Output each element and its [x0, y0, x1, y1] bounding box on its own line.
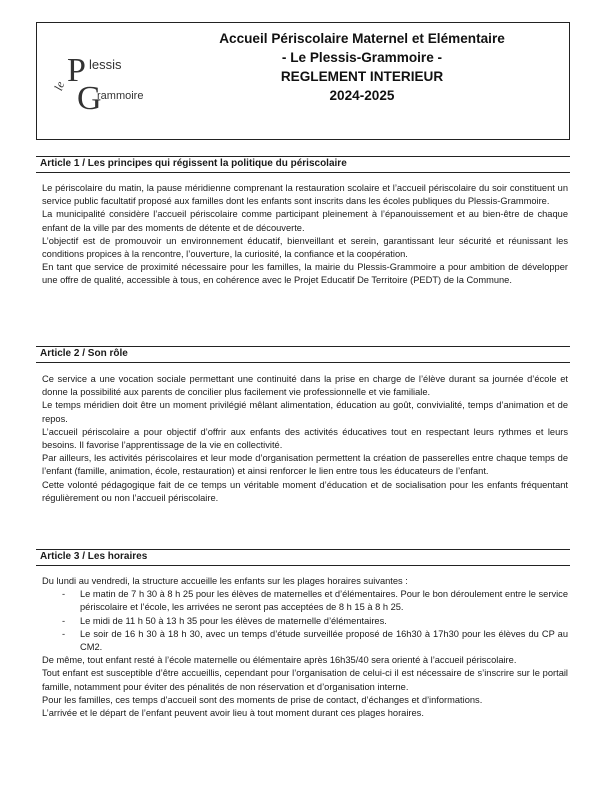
logo-text-bottom: rammoire: [97, 90, 144, 102]
article-1-body: [42, 182, 568, 288]
article-3-paragraph: Tout enfant est susceptible d’être accueillis, cependant pour l’organisation de celui-ci il est nécessaire de s’inscrire sur le portail famille, notamment pour éviter des pénalités de non réservation et d’organisation interne.: [42, 668, 568, 692]
article-2-paragraph: Par ailleurs, les activités périscolaires et leur mode d’organisation permettent la création de passerelles entre chaque temps de l’enfant (famille, animation, école, restauration) et ainsi renforcer le lien entre tous les éducateurs de l’enfant.: [42, 453, 568, 477]
article-2-paragraph: Ce service a une vocation sociale permettant une continuité dans la prise en charge de l’élève durant sa journée d’école et donne la possibilité aux parents de concilier plus facilement vie professionnelle et vie familiale.: [42, 374, 568, 398]
document-header: [36, 22, 570, 140]
schedule-item: - Le soir de 16 h 30 à 18 h 30, avec un temps d’étude surveillée proposé de 16h30 à 17h30 pour les élèves du CP au CM2.: [42, 628, 568, 654]
article-3-paragraph: De même, tout enfant resté à l’école maternelle ou élémentaire après 16h35/40 sera orienté à l’accueil périscolaire.: [42, 655, 517, 666]
article-1-heading: Article 1 / Les principes qui régissent la politique du périscolaire: [36, 156, 570, 173]
header-titles: [167, 29, 557, 105]
article-3-paragraph: Pour les familles, ces temps d’accueil sont des moments de prise de contact, d’échanges et d’informations.: [42, 694, 483, 705]
article-3-paragraph: L’arrivée et le départ de l’enfant peuvent avoir lieu à tout moment durant ces plages horaires.: [42, 708, 424, 719]
article-1-paragraph: Le périscolaire du matin, la pause méridienne comprenant la restauration scolaire et l’accueil périscolaire du soir constituent un service public facultatif proposé aux familles dont les enfants sont inscrits dans les écoles publiques du Plessis-Grammoire.: [42, 183, 568, 207]
article-1-paragraph: L’objectif est de promouvoir un environnement éducatif, bienveillant et serein, garantissant leur sécurité et réunissant les conditions propices à la rencontre, l’ouverture, la curiosité, la confiance et la coopération.: [42, 235, 568, 260]
logo-text-top: lessis: [89, 57, 122, 72]
schedule-list: [42, 588, 568, 654]
logo-letter-p: P: [67, 52, 86, 89]
article-1-paragraph: En tant que service de proximité nécessaire pour les familles, la mairie du Plessis-Grammoire a pour ambition de développer une offre de qualité, accessible à tous, en cohérence avec le Projet Educatif De Territoire (PEDT) de la Commune.: [42, 262, 568, 286]
title-line-1: Accueil Périscolaire Maternel et Elémentaire: [219, 31, 505, 46]
article-2-paragraph: Cette volonté pédagogique fait de ce temps un véritable moment d’éducation et de socialisation pour les enfants fréquentant régulièrement ou non l’accueil périscolaire.: [42, 479, 568, 503]
article-3-heading: Article 3 / Les horaires: [36, 549, 570, 566]
article-1-paragraph: La municipalité considère l’accueil périscolaire comme participant pleinement à l’épanouissement et au bien-être de chaque enfant de la ville par des moments de détente et de découverte.: [42, 209, 568, 233]
logo-letter-le: le: [51, 79, 68, 93]
schedule-item: - Le matin de 7 h 30 à 8 h 25 pour les élèves de maternelles et d’élémentaires. Pour le bon déroulement entre le service périscolaire et l’école, les arrivées ne seront pas acceptées de 8 h 15 à 8 h 25.: [42, 588, 568, 614]
article-3-body: [42, 575, 568, 720]
title-line-3: REGLEMENT INTERIEUR: [280, 69, 444, 84]
title-line-4: 2024-2025: [329, 88, 395, 103]
article-3-intro: Du lundi au vendredi, la structure accueille les enfants sur les plages horaires suivantes :: [42, 576, 408, 586]
schedule-item: - Le midi de 11 h 50 à 13 h 35 pour les élèves de maternelle d’élémentaires.: [42, 615, 568, 628]
title-line-2: - Le Plessis-Grammoire -: [281, 50, 443, 65]
article-2-heading: Article 2 / Son rôle: [36, 346, 570, 363]
article-2-paragraph: L’accueil périscolaire a pour objectif d’offrir aux enfants des activités éducatives tout en respectant leurs rythmes et leurs besoins. Il favorise l’apprentissage de la vie en collectivité.: [42, 426, 568, 451]
article-2-paragraph: Le temps méridien doit être un moment privilégié mêlant alimentation, éducation au goût, convivialité, temps d’animation et de repos.: [42, 400, 568, 424]
plessis-grammoire-logo: [51, 37, 151, 125]
logo-letter-g: G: [77, 80, 102, 117]
article-2-body: [42, 373, 568, 505]
